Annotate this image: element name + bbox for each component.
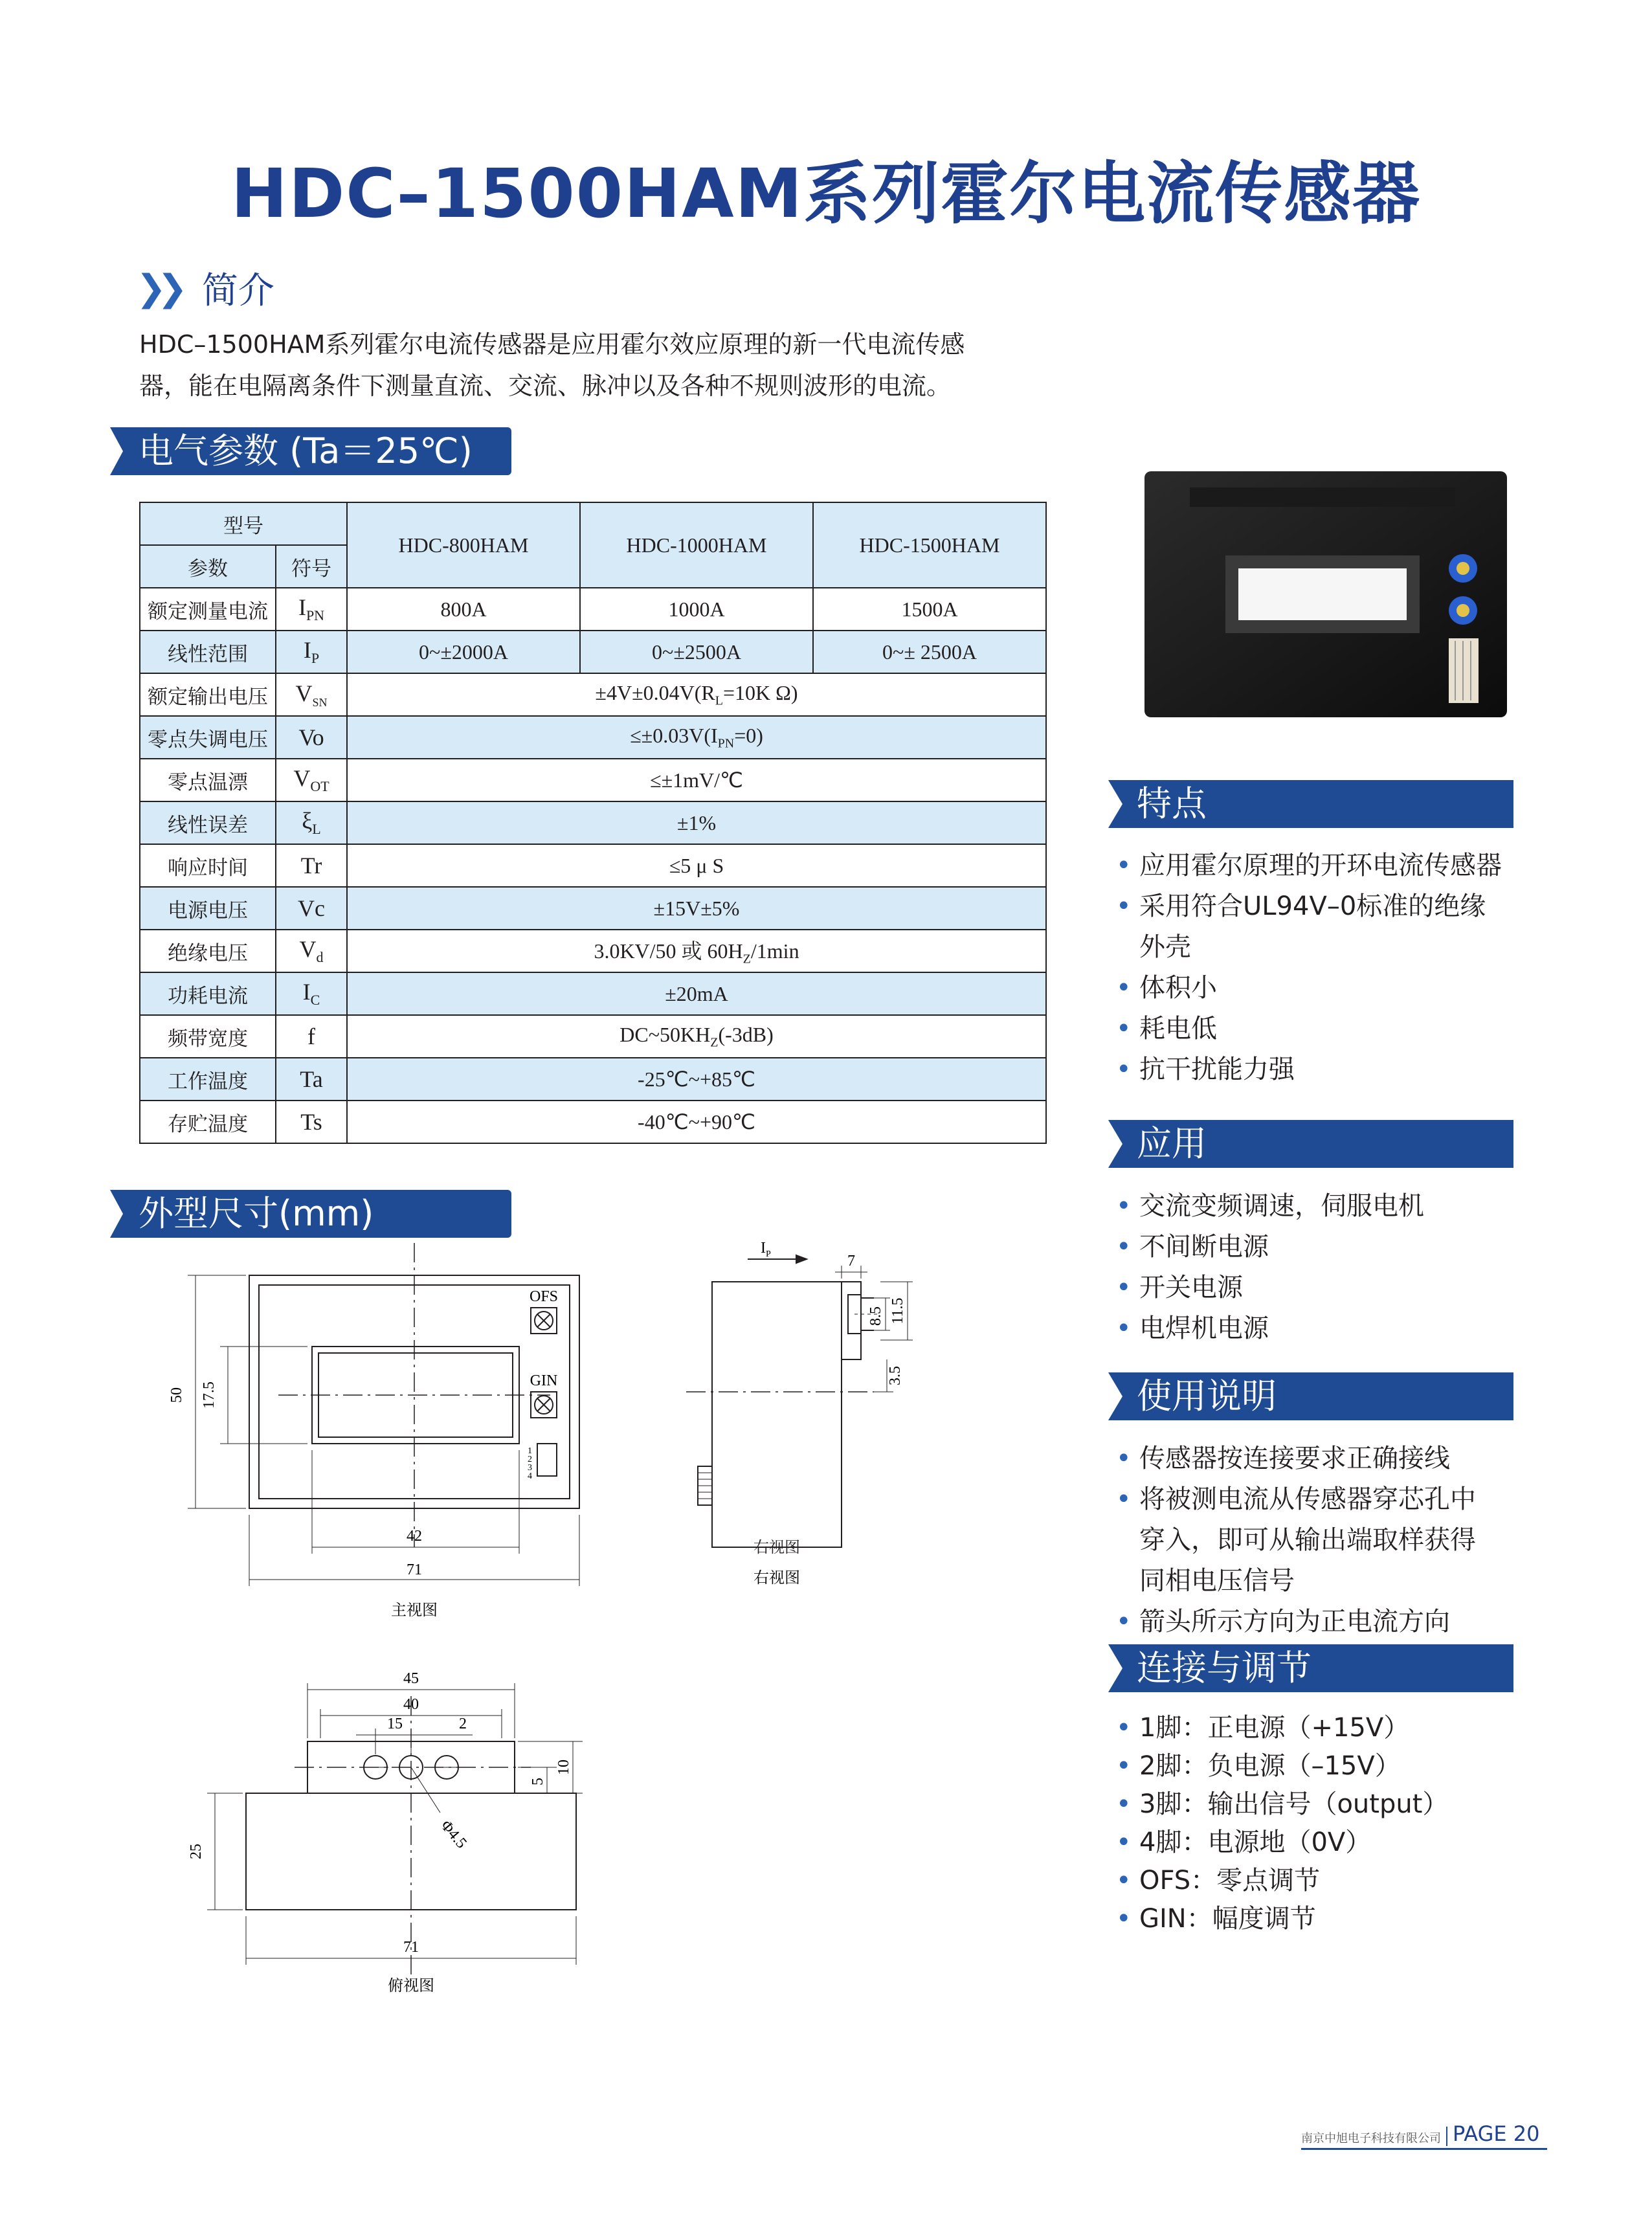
value-cell: $\le\pm 0.03V(I_{PN}=0)$ — [347, 716, 1046, 759]
header-model-2: HDC-1000HAM — [580, 502, 813, 588]
pin-label: 2 — [528, 1455, 532, 1464]
value-cell: 1500A — [813, 588, 1046, 631]
table-row — [140, 1015, 1046, 1058]
spec-table — [139, 502, 1047, 1144]
dim-window: 17.5 — [201, 1381, 218, 1409]
top-view-caption: 俯视图 — [388, 1976, 434, 1995]
list-item: • 将被测电流从传感器穿芯孔中 — [1112, 1479, 1526, 1520]
list-item: • 2脚：负电源（–15V） — [1112, 1747, 1526, 1785]
intro-text — [139, 324, 1058, 407]
usage-list — [1112, 1438, 1526, 1642]
list-item: • 采用符合UL94V–0标准的绝缘 — [1112, 886, 1526, 927]
list-item: • 交流变频调速，伺服电机 — [1112, 1186, 1526, 1227]
value-cell: ±20mA — [347, 972, 1046, 1015]
footer-divider — [1446, 2127, 1447, 2146]
side-view-drawing — [660, 1227, 1023, 1587]
usage-heading-label: 使用说明 — [1137, 1376, 1277, 1416]
symbol-cell: $\xi_L$ — [276, 801, 347, 844]
list-item: 外壳 — [1139, 932, 1191, 962]
applications-heading-label: 应用 — [1137, 1123, 1207, 1164]
symbol-cell: $I_P$ — [276, 631, 347, 673]
value-cell: $\pm 4V\pm 0.04V(R_L=10K$ Ω) — [347, 673, 1046, 716]
product-photo — [1144, 471, 1507, 717]
dim-45: 45 — [403, 1670, 419, 1687]
intro-line-2: 器，能在电隔离条件下测量直流、交流、脉冲以及各种不规则波形的电流。 — [139, 372, 952, 400]
list-item: • 不间断电源 — [1112, 1227, 1526, 1268]
list-item: • GIN：幅度调节 — [1112, 1900, 1526, 1938]
dimensions-heading — [110, 1190, 511, 1238]
list-item: • 传感器按连接要求正确接线 — [1112, 1438, 1526, 1479]
table-row — [140, 1101, 1046, 1143]
list-item: • 3脚：输出信号（output） — [1112, 1785, 1526, 1824]
header-symbol: 符号 — [276, 545, 347, 588]
table-row — [140, 759, 1046, 801]
table-header-row — [140, 502, 1046, 545]
param-cell: 额定输出电压 — [140, 673, 276, 716]
footer — [1301, 2120, 1539, 2146]
table-row — [140, 716, 1046, 759]
header-model-1: HDC-800HAM — [347, 502, 580, 588]
dim-15: 15 — [387, 1716, 403, 1732]
param-cell: 绝缘电压 — [140, 930, 276, 972]
table-row — [140, 887, 1046, 930]
value-cell: ±1% — [347, 801, 1046, 844]
param-cell: 存贮温度 — [140, 1101, 276, 1143]
dim-7: 7 — [847, 1253, 855, 1269]
ofs-label: OFS — [529, 1288, 559, 1305]
list-item: • 应用霍尔原理的开环电流传感器 — [1112, 845, 1526, 886]
usage-heading — [1108, 1372, 1513, 1420]
symbol-cell: Vo — [276, 716, 347, 759]
value-cell: 1000A — [580, 588, 813, 631]
param-cell: 线性范围 — [140, 631, 276, 673]
symbol-cell: Ts — [276, 1101, 347, 1143]
connection-heading-label: 连接与调节 — [1137, 1648, 1312, 1688]
list-item: • 抗干扰能力强 — [1112, 1049, 1526, 1090]
features-heading — [1108, 780, 1513, 828]
symbol-cell: f — [276, 1015, 347, 1058]
dimensions-heading-label: 外型尺寸(mm) — [139, 1193, 374, 1234]
symbol-cell: $I_C$ — [276, 972, 347, 1015]
footer-underline — [1301, 2148, 1547, 2150]
param-cell: 电源电压 — [140, 887, 276, 930]
header-param: 参数 — [140, 545, 276, 588]
symbol-cell: $I_{PN}$ — [276, 588, 347, 631]
value-cell: 800A — [347, 588, 580, 631]
list-item: • OFS：零点调节 — [1112, 1862, 1526, 1900]
front-view-drawing — [155, 1236, 608, 1638]
value-cell: 0~±2000A — [347, 631, 580, 673]
param-cell: 工作温度 — [140, 1058, 276, 1101]
list-item: • 1脚：正电源（+15V） — [1112, 1709, 1526, 1747]
param-cell: 零点温漂 — [140, 759, 276, 801]
list-item: • 开关电源 — [1112, 1268, 1526, 1308]
dim-25: 25 — [188, 1844, 205, 1859]
dim-width: 71 — [407, 1561, 422, 1578]
intro-heading-label: 简介 — [201, 270, 274, 312]
param-cell: 额定测量电流 — [140, 588, 276, 631]
dim-2: 2 — [459, 1716, 467, 1732]
intro-heading — [136, 265, 274, 311]
side-view-caption: 右视图 — [753, 1569, 800, 1587]
features-heading-label: 特点 — [1137, 783, 1207, 824]
param-cell: 功耗电流 — [140, 972, 276, 1015]
value-cell: 0~±2500A — [580, 631, 813, 673]
footer-page: PAGE 20 — [1453, 2121, 1540, 2146]
param-cell: 响应时间 — [140, 844, 276, 887]
table-row — [140, 673, 1046, 716]
table-row — [140, 972, 1046, 1015]
list-item: • 箭头所示方向为正电流方向 — [1112, 1602, 1526, 1642]
list-item: 穿入，即可从输出端取样获得 — [1139, 1525, 1476, 1555]
dim-40: 40 — [403, 1696, 419, 1713]
electrical-heading-label: 电气参数 (Ta＝25℃) — [139, 430, 473, 471]
value-cell: ≤±1mV/℃ — [347, 759, 1046, 801]
param-cell: 零点失调电压 — [140, 716, 276, 759]
list-item: • 电焊机电源 — [1112, 1308, 1526, 1349]
symbol-cell: Vc — [276, 887, 347, 930]
value-cell: 3.0KV/50 或 $60H_Z/1\min$ — [347, 930, 1046, 972]
connection-heading — [1108, 1644, 1513, 1692]
pin-label: 1 — [528, 1446, 532, 1456]
ip-label: $I_P$ — [761, 1240, 771, 1259]
symbol-cell: Tr — [276, 844, 347, 887]
pin-label: 4 — [528, 1471, 532, 1481]
dim-11-5: 11.5 — [889, 1297, 906, 1325]
list-item: • 体积小 — [1112, 968, 1526, 1009]
footer-company: 南京中旭电子科技有限公司 — [1301, 2132, 1441, 2145]
table-row — [140, 588, 1046, 631]
value-cell: ±15V±5% — [347, 887, 1046, 930]
header-model-3: HDC-1500HAM — [813, 502, 1046, 588]
dim-8-5: 8.5 — [867, 1306, 884, 1326]
table-row — [140, 631, 1046, 673]
value-cell: -40℃~+90℃ — [347, 1101, 1046, 1143]
side-view-caption-text: 右视图 — [753, 1538, 800, 1556]
connection-list — [1112, 1709, 1526, 1938]
symbol-cell: $V_{OT}$ — [276, 759, 347, 801]
dim-10: 10 — [555, 1760, 572, 1775]
list-item: • 耗电低 — [1112, 1009, 1526, 1049]
features-list — [1112, 845, 1526, 1090]
electrical-heading — [110, 427, 511, 475]
applications-list — [1112, 1186, 1526, 1349]
intro-line-1: HDC–1500HAM系列霍尔电流传感器是应用霍尔效应原理的新一代电流传感 — [139, 330, 965, 359]
table-row — [140, 930, 1046, 972]
value-cell: $DC\sim 50KH_Z(-3dB)$ — [347, 1015, 1046, 1058]
applications-heading — [1108, 1120, 1513, 1168]
value-cell: ≤5 μ S — [347, 844, 1046, 887]
table-row — [140, 801, 1046, 844]
double-chevron-icon: ❯❯ — [136, 267, 179, 309]
pin-label: 3 — [528, 1463, 532, 1473]
dim-inner: 42 — [407, 1528, 422, 1545]
value-cell: -25℃~+85℃ — [347, 1058, 1046, 1101]
gin-label: GIN — [530, 1372, 558, 1389]
param-cell: 线性误差 — [140, 801, 276, 844]
page-title: HDC–1500HAM系列霍尔电流传感器 — [230, 154, 1422, 233]
param-cell: 频带宽度 — [140, 1015, 276, 1058]
list-item: • 4脚：电源地（0V） — [1112, 1824, 1526, 1862]
header-model: 型号 — [140, 502, 347, 545]
front-view-caption: 主视图 — [391, 1601, 438, 1619]
dim-height: 50 — [168, 1387, 185, 1403]
dim-71: 71 — [403, 1939, 419, 1956]
symbol-cell: $V_{SN}$ — [276, 673, 347, 716]
table-row — [140, 1058, 1046, 1101]
table-row — [140, 844, 1046, 887]
symbol-cell: $V_d$ — [276, 930, 347, 972]
top-view-drawing — [168, 1644, 699, 2007]
list-item: 同相电压信号 — [1139, 1566, 1295, 1596]
symbol-cell: Ta — [276, 1058, 347, 1101]
dim-phi: Φ4.5 — [437, 1817, 470, 1852]
dim-3-5: 3.5 — [887, 1366, 904, 1385]
dim-5: 5 — [530, 1778, 546, 1785]
value-cell: 0~± 2500A — [813, 631, 1046, 673]
